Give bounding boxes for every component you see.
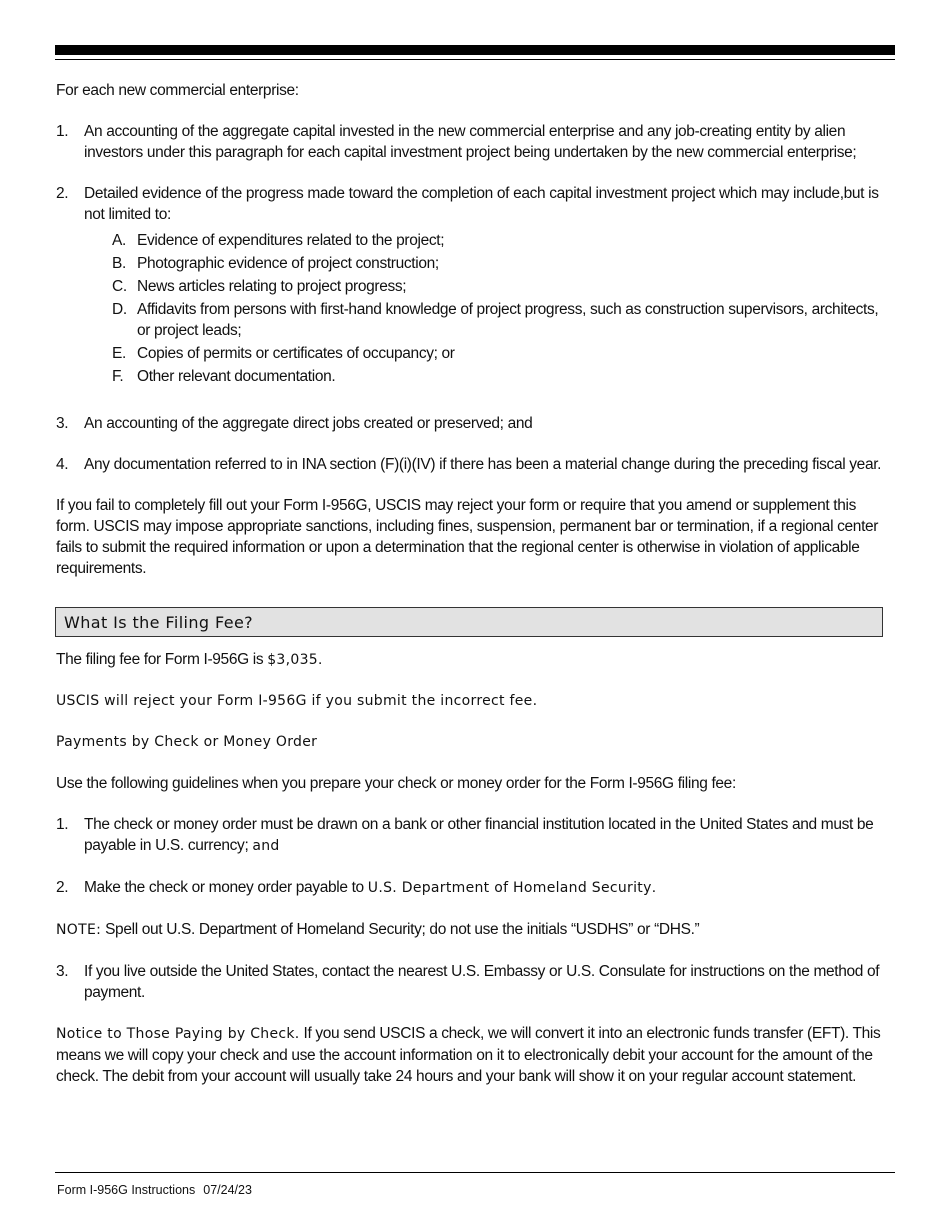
sublist-item-b	[112, 253, 884, 274]
sublist-text: Evidence of expenditures related to the project;	[137, 232, 445, 249]
note-paragraph	[56, 919, 884, 941]
sublist-item-a	[112, 230, 884, 251]
intro-text: For each new commercial enterprise:	[56, 82, 299, 99]
sublist-letter: C.	[112, 278, 127, 295]
sublist-letter: E.	[112, 345, 126, 362]
list-number: 3.	[56, 415, 69, 432]
list-text-tail: and	[252, 838, 280, 854]
list-item-3	[56, 413, 884, 434]
section-heading-text: What Is the Filing Fee?	[64, 612, 254, 632]
notice-text: If you send USCIS a check, we will convert it into an electronic funds transfer (EFT). This means we will copy your check and use the account information on it to electronically debit your account for the amount of the check. The debit from your account will usually take 24 hours and your bank will show it on your regular account statement.	[56, 1025, 881, 1085]
footer-form-name: Form I-956G Instructions	[57, 1183, 196, 1197]
footer	[57, 1183, 252, 1197]
sublist-item-d	[112, 299, 884, 341]
payments-heading: Payments by Check or Money Order	[56, 734, 318, 750]
sublist-text: Photographic evidence of project construction;	[137, 255, 439, 272]
sublist-letter: B.	[112, 255, 126, 272]
sublist-text: Affidavits from persons with first-hand knowledge of project progress, such as construction supervisors, architects, or project leads;	[137, 301, 879, 339]
fee-statement	[56, 649, 884, 671]
list-text: The check or money order must be drawn on a bank or other financial institution located in the United States and must be payable in U.S. currency;	[84, 816, 874, 854]
check-item-1	[56, 814, 884, 857]
note-text: Spell out U.S. Department of Homeland Security; do not use the initials “USDHS” or “DHS.”	[101, 921, 700, 938]
payee-name: U.S. Department of Homeland Security	[367, 880, 652, 896]
list-number: 4.	[56, 456, 69, 473]
sublist-letter: D.	[112, 301, 127, 318]
list-item-1	[56, 121, 884, 163]
reject-note: USCIS will reject your Form I-956G if you submit the incorrect fee.	[56, 693, 538, 709]
evidence-sublist	[56, 230, 884, 387]
list-number: 3.	[56, 963, 69, 980]
footer-date: 07/24/23	[203, 1183, 252, 1197]
list-number: 1.	[56, 123, 69, 140]
sublist-text: News articles relating to project progress;	[137, 278, 407, 295]
list-text: An accounting of the aggregate direct jobs created or preserved; and	[84, 415, 533, 432]
fee-suffix: .	[318, 651, 322, 668]
check-item-2	[56, 877, 884, 899]
footer-rule	[55, 1172, 895, 1173]
list-number: 1.	[56, 816, 69, 833]
list-text: An accounting of the aggregate capital invested in the new commercial enterprise and any job-creating entity by alien investors under this paragraph for each capital investment project being undertaken by the new commercial enterprise;	[84, 123, 857, 161]
header-rule-thick	[55, 45, 895, 55]
sublist-item-f	[112, 366, 884, 387]
list-text: Make the check or money order payable to	[84, 879, 368, 896]
fee-prefix: The filing fee for Form I-956G is	[56, 651, 268, 668]
sublist-item-e	[112, 343, 884, 364]
sublist-text: Other relevant documentation.	[137, 368, 336, 385]
header-rule-thin	[55, 59, 895, 60]
fee-amount: $3,035	[267, 652, 319, 668]
list-number: 2.	[56, 879, 69, 896]
sanctions-paragraph: If you fail to completely fill out your Form I-956G, USCIS may reject your form or require that you amend or supplement this form. USCIS may impose appropriate sanctions, including fines, suspension, permanent bar or termination, if a regional center fails to submit the required information or upon a determination that the regional center is otherwise in violation of applicable requirements.	[56, 497, 879, 577]
section-heading-filing-fee	[55, 607, 883, 637]
check-item-3	[56, 961, 884, 1003]
list-item-2	[56, 183, 884, 225]
document-body	[56, 80, 884, 1087]
list-text: If you live outside the United States, contact the nearest U.S. Embassy or U.S. Consulate for instructions on the method of payment.	[84, 963, 880, 1001]
notice-label: Notice to Those Paying by Check.	[56, 1026, 300, 1042]
note-label: NOTE:	[56, 922, 102, 938]
sublist-item-c	[112, 276, 884, 297]
notice-paragraph	[56, 1023, 884, 1087]
list-text: Detailed evidence of the progress made toward the completion of each capital investment project which may include,but is not limited to:	[84, 185, 879, 223]
sublist-text: Copies of permits or certificates of occupancy; or	[137, 345, 455, 362]
list-text: Any documentation referred to in INA section (F)(i)(IV) if there has been a material change during the preceding fiscal year.	[84, 456, 882, 473]
sublist-letter: A.	[112, 232, 126, 249]
guidelines-intro: Use the following guidelines when you prepare your check or money order for the Form I-956G filing fee:	[56, 775, 736, 792]
sublist-letter: F.	[112, 368, 124, 385]
list-text-end: .	[651, 879, 656, 896]
list-item-4	[56, 454, 884, 475]
list-number: 2.	[56, 185, 69, 202]
